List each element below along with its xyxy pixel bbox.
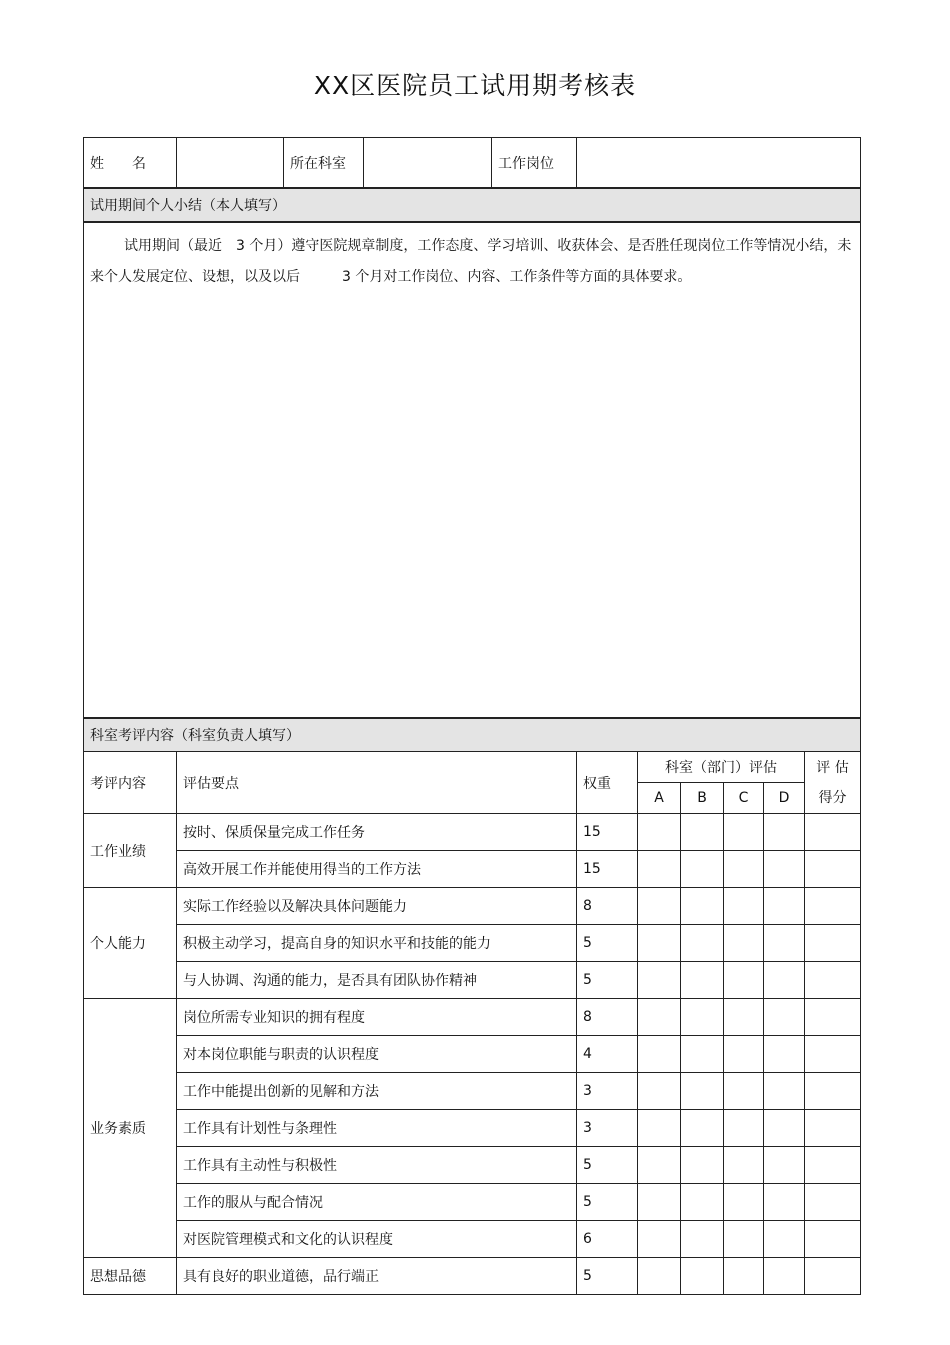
appraisal-form-table bbox=[83, 137, 861, 1295]
weight-value: 8 bbox=[577, 999, 638, 1036]
weight-value: 6 bbox=[577, 1221, 638, 1258]
evaluation-point: 工作具有主动性与积极性 bbox=[177, 1147, 577, 1184]
evaluation-point: 积极主动学习，提高自身的知识水平和技能的能力 bbox=[177, 925, 577, 962]
table-row bbox=[84, 925, 861, 962]
grade-c-cell[interactable] bbox=[724, 1036, 764, 1073]
grade-d-cell[interactable] bbox=[764, 1147, 805, 1184]
grade-b-cell[interactable] bbox=[681, 999, 724, 1036]
grade-c-cell[interactable] bbox=[724, 1258, 764, 1295]
evaluation-point: 对医院管理模式和文化的认识程度 bbox=[177, 1221, 577, 1258]
category-name: 业务素质 bbox=[84, 999, 177, 1258]
grade-a-cell[interactable] bbox=[638, 925, 681, 962]
weight-value: 5 bbox=[577, 1147, 638, 1184]
grade-b-cell[interactable] bbox=[681, 1258, 724, 1295]
header-dept-eval: 科室（部门）评估 bbox=[638, 752, 805, 783]
grade-d-cell[interactable] bbox=[764, 999, 805, 1036]
table-row bbox=[84, 1184, 861, 1221]
weight-value: 3 bbox=[577, 1073, 638, 1110]
score-cell[interactable] bbox=[805, 1258, 861, 1295]
weight-value: 5 bbox=[577, 1184, 638, 1221]
dept-label: 所在科室 bbox=[284, 138, 364, 189]
score-cell[interactable] bbox=[805, 1036, 861, 1073]
grade-d-cell[interactable] bbox=[764, 962, 805, 999]
grade-c-cell[interactable] bbox=[724, 814, 764, 851]
weight-value: 5 bbox=[577, 925, 638, 962]
table-row bbox=[84, 888, 861, 925]
grade-c-cell[interactable] bbox=[724, 888, 764, 925]
evaluation-point: 岗位所需专业知识的拥有程度 bbox=[177, 999, 577, 1036]
grade-a-cell[interactable] bbox=[638, 999, 681, 1036]
evaluation-point: 具有良好的职业道德，品行端正 bbox=[177, 1258, 577, 1295]
grade-b-cell[interactable] bbox=[681, 851, 724, 888]
summary-field[interactable] bbox=[84, 222, 861, 718]
score-cell[interactable] bbox=[805, 814, 861, 851]
weight-value: 15 bbox=[577, 814, 638, 851]
grade-d-cell[interactable] bbox=[764, 1221, 805, 1258]
table-row bbox=[84, 1036, 861, 1073]
header-grade-a: A bbox=[638, 783, 681, 814]
weight-value: 5 bbox=[577, 962, 638, 999]
header-score-line2: 得分 bbox=[818, 789, 847, 806]
evaluation-point: 工作的服从与配合情况 bbox=[177, 1184, 577, 1221]
grade-d-cell[interactable] bbox=[764, 851, 805, 888]
table-row bbox=[84, 1110, 861, 1147]
header-score-line1: 评 估 bbox=[816, 759, 849, 776]
header-grade-c: C bbox=[724, 783, 764, 814]
grade-c-cell[interactable] bbox=[724, 925, 764, 962]
grade-c-cell[interactable] bbox=[724, 851, 764, 888]
grade-c-cell[interactable] bbox=[724, 1073, 764, 1110]
weight-value: 5 bbox=[577, 1258, 638, 1295]
table-row bbox=[84, 851, 861, 888]
score-cell[interactable] bbox=[805, 1221, 861, 1258]
header-weight: 权重 bbox=[577, 752, 638, 814]
grade-a-cell[interactable] bbox=[638, 1258, 681, 1295]
post-field[interactable] bbox=[577, 138, 861, 189]
dept-field[interactable] bbox=[364, 138, 492, 189]
grade-d-cell[interactable] bbox=[764, 1110, 805, 1147]
header-content: 考评内容 bbox=[84, 752, 177, 814]
grade-d-cell[interactable] bbox=[764, 1036, 805, 1073]
category-name: 个人能力 bbox=[84, 888, 177, 999]
form-title: XX区医院员工试用期考核表 bbox=[313, 71, 637, 100]
score-cell[interactable] bbox=[805, 1147, 861, 1184]
grade-c-cell[interactable] bbox=[724, 1184, 764, 1221]
header-score bbox=[805, 752, 861, 814]
grade-a-cell[interactable] bbox=[638, 851, 681, 888]
summary-instructions: 试用期间（最近 3 个月）遵守医院规章制度，工作态度、学习培训、收获体会、是否胜任现岗位工作等情况小结，未来个人发展定位、设想，以及以后 3 个月对工作岗位、内容、工作条件等方面的具体要求。 bbox=[90, 238, 852, 285]
evaluation-point: 工作中能提出创新的见解和方法 bbox=[177, 1073, 577, 1110]
grade-b-cell[interactable] bbox=[681, 1184, 724, 1221]
grade-a-cell[interactable] bbox=[638, 1110, 681, 1147]
grade-a-cell[interactable] bbox=[638, 888, 681, 925]
evaluation-point: 与人协调、沟通的能力，是否具有团队协作精神 bbox=[177, 962, 577, 999]
grade-d-cell[interactable] bbox=[764, 925, 805, 962]
table-row bbox=[84, 999, 861, 1036]
post-label: 工作岗位 bbox=[492, 138, 577, 189]
summary-section-title: 试用期间个人小结（本人填写） bbox=[84, 188, 861, 222]
weight-value: 4 bbox=[577, 1036, 638, 1073]
grade-a-cell[interactable] bbox=[638, 1036, 681, 1073]
grade-c-cell[interactable] bbox=[724, 999, 764, 1036]
grade-b-cell[interactable] bbox=[681, 1073, 724, 1110]
table-row bbox=[84, 1258, 861, 1295]
score-cell[interactable] bbox=[805, 1184, 861, 1221]
summary-section-row bbox=[84, 188, 861, 222]
grade-c-cell[interactable] bbox=[724, 1147, 764, 1184]
score-cell[interactable] bbox=[805, 1073, 861, 1110]
grade-b-cell[interactable] bbox=[681, 1110, 724, 1147]
category-name: 思想品德 bbox=[84, 1258, 177, 1295]
name-label: 姓 名 bbox=[84, 138, 177, 189]
grade-a-cell[interactable] bbox=[638, 962, 681, 999]
weight-value: 3 bbox=[577, 1110, 638, 1147]
grade-a-cell[interactable] bbox=[638, 1073, 681, 1110]
basic-info-row bbox=[84, 138, 861, 189]
grade-b-cell[interactable] bbox=[681, 962, 724, 999]
score-cell[interactable] bbox=[805, 851, 861, 888]
grade-a-cell[interactable] bbox=[638, 1221, 681, 1258]
grade-d-cell[interactable] bbox=[764, 1073, 805, 1110]
grade-b-cell[interactable] bbox=[681, 1036, 724, 1073]
grade-d-cell[interactable] bbox=[764, 1258, 805, 1295]
score-cell[interactable] bbox=[805, 1110, 861, 1147]
score-cell[interactable] bbox=[805, 962, 861, 999]
header-points: 评估要点 bbox=[177, 752, 577, 814]
grade-c-cell[interactable] bbox=[724, 962, 764, 999]
grade-d-cell[interactable] bbox=[764, 888, 805, 925]
score-cell[interactable] bbox=[805, 888, 861, 925]
grade-b-cell[interactable] bbox=[681, 814, 724, 851]
header-grade-d: D bbox=[764, 783, 805, 814]
table-row bbox=[84, 962, 861, 999]
table-row bbox=[84, 814, 861, 851]
table-row bbox=[84, 1073, 861, 1110]
evaluation-point: 实际工作经验以及解决具体问题能力 bbox=[177, 888, 577, 925]
table-row bbox=[84, 1221, 861, 1258]
grade-b-cell[interactable] bbox=[681, 1221, 724, 1258]
weight-value: 15 bbox=[577, 851, 638, 888]
grade-a-cell[interactable] bbox=[638, 1147, 681, 1184]
grade-c-cell[interactable] bbox=[724, 1110, 764, 1147]
evaluation-section-row bbox=[84, 718, 861, 752]
grade-c-cell[interactable] bbox=[724, 1221, 764, 1258]
evaluation-header-row bbox=[84, 752, 861, 783]
name-field[interactable] bbox=[177, 138, 284, 189]
score-cell[interactable] bbox=[805, 999, 861, 1036]
category-name: 工作业绩 bbox=[84, 814, 177, 888]
weight-value: 8 bbox=[577, 888, 638, 925]
table-row bbox=[84, 1147, 861, 1184]
summary-row bbox=[84, 222, 861, 718]
grade-a-cell[interactable] bbox=[638, 814, 681, 851]
evaluation-point: 高效开展工作并能使用得当的工作方法 bbox=[177, 851, 577, 888]
grade-b-cell[interactable] bbox=[681, 888, 724, 925]
grade-a-cell[interactable] bbox=[638, 1184, 681, 1221]
score-cell[interactable] bbox=[805, 925, 861, 962]
grade-d-cell[interactable] bbox=[764, 1184, 805, 1221]
grade-b-cell[interactable] bbox=[681, 925, 724, 962]
grade-b-cell[interactable] bbox=[681, 1147, 724, 1184]
header-grade-b: B bbox=[681, 783, 724, 814]
grade-d-cell[interactable] bbox=[764, 814, 805, 851]
evaluation-point: 工作具有计划性与条理性 bbox=[177, 1110, 577, 1147]
evaluation-point: 对本岗位职能与职责的认识程度 bbox=[177, 1036, 577, 1073]
evaluation-section-title: 科室考评内容（科室负责人填写） bbox=[84, 718, 861, 752]
evaluation-point: 按时、保质保量完成工作任务 bbox=[177, 814, 577, 851]
